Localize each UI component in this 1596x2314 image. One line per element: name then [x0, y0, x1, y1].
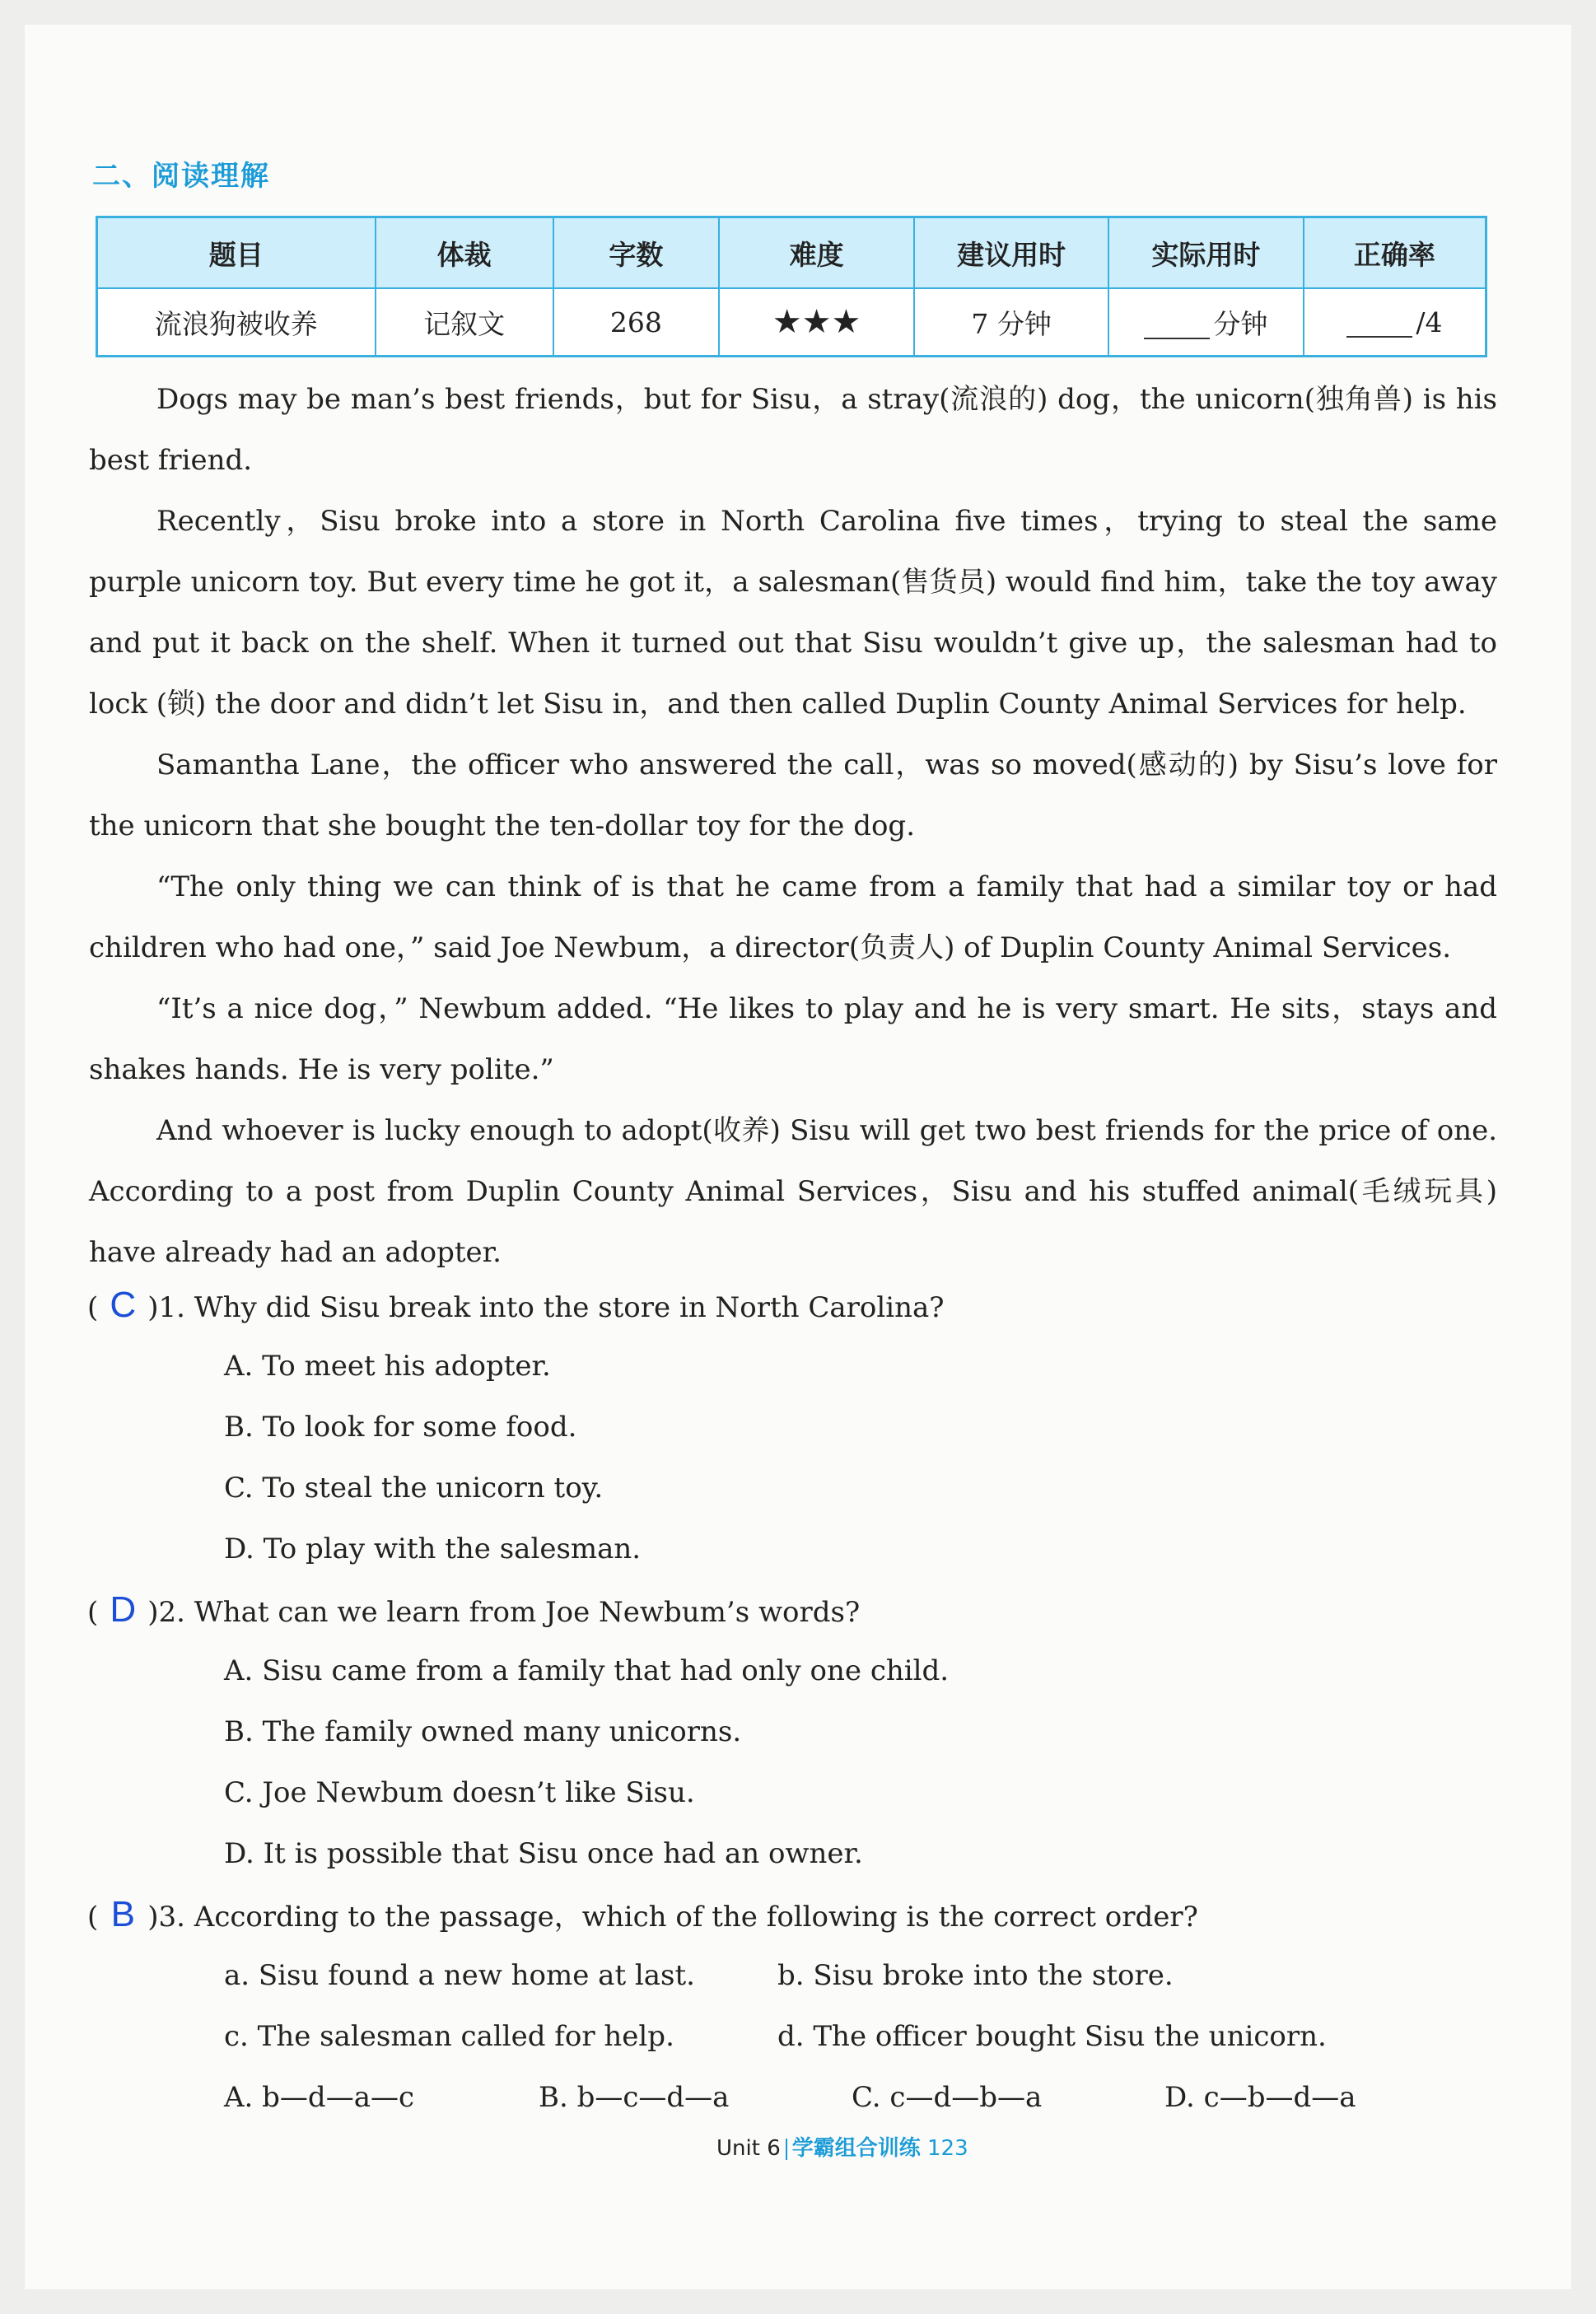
paragraph: Recently，Sisu broke into a store in North Carolina five times，trying to steal the same purple unicorn toy. But every time he got it，a salesman(售货员) would find him，take the toy away and put it back on the shelf. When it turned out that Sisu wouldn’t give up，the salesman had to lock (锁) the door and didn’t let Sisu in，and then called Duplin County Animal Services for help. — [89, 505, 1497, 721]
question-2-stem: )2. What can we learn from Joe Newbum’s words? — [147, 1596, 861, 1629]
cell-topic: 流浪狗被收养 — [97, 288, 376, 357]
footer-brand: 学霸组合训练 — [791, 2136, 921, 2161]
accuracy-denominator: /4 — [1416, 306, 1443, 338]
cell-suggested-time: 7 分钟 — [914, 288, 1108, 357]
question-3-option-a: A. b—d—a—c — [224, 2081, 415, 2114]
paragraph: And whoever is lucky enough to adopt(收养) Sisu will get two best friends for the price of one. According to a post from Duplin County Animal Services，Sisu and his stuffed animal(毛绒玩具) have already had an adopter. — [89, 1114, 1497, 1269]
question-3-option-d: D. c—b—d—a — [1164, 2081, 1356, 2114]
question-1-option-d: D. To play with the salesman. — [224, 1533, 642, 1565]
question-3-stem: )3. According to the passage，which of the following is the correct order? — [147, 1901, 1198, 1934]
question-1-stem: )1. Why did Sisu break into the store in North Carolina? — [147, 1291, 945, 1324]
question-3-answer[interactable]: B — [110, 1894, 135, 1934]
question-2-option-c: C. Joe Newbum doesn’t like Sisu. — [224, 1776, 695, 1809]
info-table-header-row — [97, 217, 1486, 289]
paragraph: Dogs may be man’s best friends，but for Sisu，a stray(流浪的) dog，the unicorn(独角兽) is his best friend. — [89, 383, 1497, 477]
paragraph: “The only thing we can think of is that he came from a family that had a similar toy or had children who had one，” said Joe Newbum，a director(负责人) of Duplin County Animal Services. — [89, 870, 1497, 964]
cell-accuracy — [1304, 288, 1486, 357]
paragraph: “It’s a nice dog，” Newbum added. “He likes to play and he is very smart. He sits，stays and shakes hands. He is very polite.” — [89, 992, 1497, 1086]
question-2-option-a: A. Sisu came from a family that had only one child. — [224, 1654, 950, 1687]
header-actual-time: 实际用时 — [1108, 217, 1304, 289]
question-3-event-d: d. The officer bought Sisu the unicorn. — [777, 2020, 1327, 2053]
question-2-option-b: B. The family owned many unicorns. — [224, 1715, 742, 1748]
question-3-event-b: b. Sisu broke into the store. — [777, 1959, 1174, 1992]
actual-time-blank[interactable] — [1144, 313, 1210, 339]
header-topic: 题目 — [97, 217, 376, 289]
question-1-option-b: B. To look for some food. — [224, 1411, 577, 1444]
question-3-option-b: B. b—c—d—a — [539, 2081, 730, 2114]
question-2-option-d: D. It is possible that Sisu once had an owner. — [224, 1837, 863, 1870]
info-table-row — [97, 288, 1486, 357]
question-2-answer[interactable]: D — [110, 1589, 137, 1630]
question-3-event-c: c. The salesman called for help. — [224, 2020, 674, 2053]
info-table — [96, 216, 1487, 357]
accuracy-blank[interactable] — [1346, 311, 1412, 338]
page-footer — [716, 2131, 968, 2162]
question-1-option-c: C. To steal the unicorn toy. — [224, 1472, 604, 1505]
question-1-open-paren: ( — [87, 1291, 99, 1324]
header-accuracy: 正确率 — [1304, 217, 1486, 289]
footer-unit: Unit 6 — [716, 2136, 781, 2161]
section-title: 二、阅读理解 — [92, 160, 270, 193]
header-word-count: 字数 — [553, 217, 719, 289]
reading-passage — [89, 369, 1497, 1283]
footer-separator — [786, 2139, 787, 2160]
cell-word-count: 268 — [553, 288, 719, 357]
question-1-answer[interactable]: C — [110, 1285, 137, 1325]
question-2 — [87, 1579, 860, 1643]
question-3-option-c: C. c—d—b—a — [852, 2081, 1043, 2114]
cell-genre: 记叙文 — [376, 288, 553, 357]
question-3 — [87, 1884, 1198, 1948]
actual-time-unit: 分钟 — [1213, 307, 1268, 340]
header-genre: 体裁 — [376, 217, 553, 289]
page-number: 123 — [927, 2136, 968, 2161]
question-1-option-a: A. To meet his adopter. — [224, 1350, 551, 1383]
question-1 — [87, 1275, 945, 1338]
header-difficulty: 难度 — [719, 217, 914, 289]
question-3-open-paren: ( — [87, 1901, 99, 1934]
question-3-event-a: a. Sisu found a new home at last. — [224, 1959, 695, 1992]
question-2-open-paren: ( — [87, 1596, 99, 1629]
header-suggested-time: 建议用时 — [914, 217, 1108, 289]
paragraph: Samantha Lane，the officer who answered the call，was so moved(感动的) by Sisu’s love for the unicorn that she bought the ten-dollar toy for the dog. — [89, 749, 1497, 842]
cell-actual-time — [1108, 288, 1304, 357]
cell-difficulty: ★★★ — [719, 288, 914, 357]
